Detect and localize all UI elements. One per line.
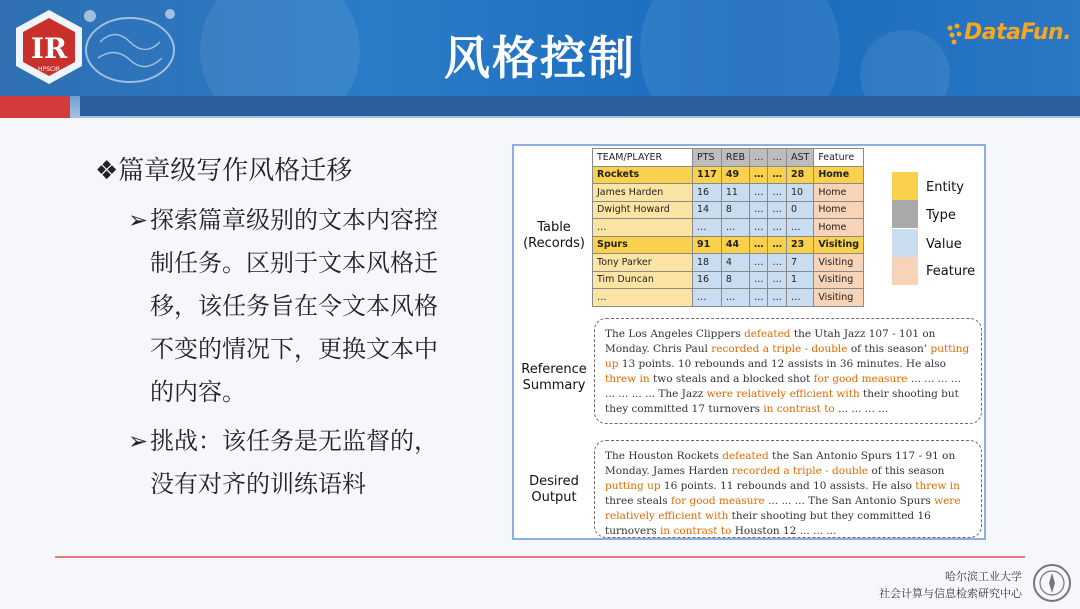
table-cell: 11 [721, 184, 749, 202]
table-header-row [593, 149, 864, 167]
label-reference-line: Reference [521, 362, 587, 377]
table-cell: 49 [721, 166, 749, 184]
point-2-line: 挑战：该任务是无监督的， [150, 427, 438, 455]
table-cell: … [749, 236, 768, 254]
datafun-mark-icon [946, 22, 964, 46]
main-bullet: ❖篇章级写作风格迁移 [95, 156, 353, 186]
table-cell: Home [814, 219, 864, 237]
table-cell: 0 [786, 201, 813, 219]
table-cell: … [721, 219, 749, 237]
datafun-logo [946, 20, 1070, 48]
table-cell: … [768, 236, 787, 254]
highlighted-phrase: defeated [744, 328, 791, 340]
svg-text:HPSCIR: HPSCIR [37, 66, 61, 73]
table-header-cell: TEAM/PLAYER [593, 149, 693, 167]
point-1 [128, 199, 470, 414]
table-cell: … [786, 289, 813, 307]
highlighted-phrase: in contrast to [763, 403, 835, 415]
table-header-cell: … [749, 149, 768, 167]
table-cell: 44 [721, 236, 749, 254]
point-1-line: 的内容。 [150, 378, 246, 406]
table-cell: Home [814, 201, 864, 219]
arrow-bullet-icon: ➢ [128, 427, 149, 455]
footer-line-1: 哈尔滨工业大学 [945, 570, 1022, 583]
label-table-line: Table [537, 220, 571, 235]
table-cell: Home [814, 184, 864, 202]
table-cell: … [749, 184, 768, 202]
highlighted-phrase: for good measure [670, 495, 765, 507]
table-cell: 18 [693, 254, 722, 272]
legend-swatch [892, 257, 918, 285]
svg-text:IR: IR [30, 32, 68, 65]
table-row [593, 271, 864, 289]
label-table-line: (Records) [523, 236, 585, 251]
label-table [514, 220, 594, 252]
table-cell: … [721, 289, 749, 307]
table-cell: … [768, 271, 787, 289]
table-cell: 91 [693, 236, 722, 254]
university-seal-icon [1032, 563, 1072, 603]
table-cell: 28 [786, 166, 813, 184]
legend-swatch [892, 229, 918, 257]
table-cell: … [693, 219, 722, 237]
table-cell: 8 [721, 271, 749, 289]
highlighted-phrase: in contrast to [659, 525, 732, 537]
table-row [593, 236, 864, 254]
table-cell: Spurs [593, 236, 693, 254]
table-cell: Dwight Howard [593, 201, 693, 219]
table-header-cell: REB [721, 149, 749, 167]
highlighted-phrase: were relatively efficient with [706, 388, 860, 400]
table-row [593, 219, 864, 237]
highlighted-phrase: for good measure [813, 373, 908, 385]
table-cell: Visiting [814, 271, 864, 289]
highlighted-phrase: recorded a triple - double [731, 465, 869, 477]
summary-text: ... ... ... ... [834, 403, 889, 415]
label-desired [514, 474, 594, 506]
arrow-bullet-icon: ➢ [128, 206, 149, 234]
table-cell: 4 [721, 254, 749, 272]
header-band-red [0, 96, 70, 118]
reference-summary-box [594, 318, 982, 424]
table-cell: … [749, 271, 768, 289]
table-row [593, 254, 864, 272]
legend-label: Entity [926, 180, 964, 195]
summary-text: three steals [605, 495, 671, 507]
table-cell: Home [814, 166, 864, 184]
point-2-line: 没有对齐的训练语料 [150, 470, 366, 498]
legend-swatch [892, 172, 918, 200]
highlighted-phrase: defeated [722, 450, 769, 462]
table-cell: … [593, 219, 693, 237]
summary-text: 13 points. 10 rebounds and 12 assists in 36 minutes. He also [618, 358, 946, 370]
table-cell: … [749, 289, 768, 307]
legend-label: Type [926, 208, 956, 223]
footer-line-2: 社会计算与信息检索研究中心 [879, 587, 1022, 600]
header-banner [0, 0, 1080, 102]
point-1-line: 移，该任务旨在令文本风格 [150, 292, 438, 320]
legend-label: Feature [926, 264, 976, 279]
table-row [593, 166, 864, 184]
table-cell: Tony Parker [593, 254, 693, 272]
table-header-cell: PTS [693, 149, 722, 167]
point-1-line: 探索篇章级别的文本内容控 [150, 206, 438, 234]
page-title: 风格控制 [444, 31, 636, 85]
summary-text: Houston 12 ... ... ... [731, 525, 837, 537]
summary-text: of this season [868, 465, 945, 477]
label-reference-line: Summary [522, 378, 586, 393]
table-cell: 16 [693, 184, 722, 202]
footer-institution [879, 568, 1022, 602]
records-table [592, 148, 864, 307]
datafun-wordmark: DataFun. [964, 20, 1072, 45]
highlighted-phrase: threw in [915, 480, 960, 492]
table-cell: 117 [693, 166, 722, 184]
summary-text: 16 points. 11 rebounds and 10 assists. He also [660, 480, 916, 492]
table-cell: … [749, 166, 768, 184]
highlighted-phrase: putting up [605, 480, 661, 492]
table-row [593, 289, 864, 307]
summary-text: of this season’ [847, 343, 931, 355]
table-cell: Visiting [814, 236, 864, 254]
table-cell: … [768, 219, 787, 237]
table-cell: … [768, 289, 787, 307]
summary-text: The Los Angeles Clippers [605, 328, 745, 340]
table-cell: … [749, 201, 768, 219]
table-cell: … [768, 166, 787, 184]
table-header-cell: AST [786, 149, 813, 167]
table-cell: Tim Duncan [593, 271, 693, 289]
legend-swatch [892, 200, 918, 228]
label-reference [514, 362, 594, 394]
table-cell: 16 [693, 271, 722, 289]
summary-text: their shooting but they committed 16 turnovers [605, 510, 931, 537]
table-cell: … [768, 201, 787, 219]
highlighted-phrase: were relatively efficient with [605, 495, 961, 522]
table-row [593, 201, 864, 219]
table-cell: James Harden [593, 184, 693, 202]
table-cell: … [768, 184, 787, 202]
label-desired-line: Desired [529, 474, 579, 489]
table-cell: 8 [721, 201, 749, 219]
table-row [593, 184, 864, 202]
table-cell: … [593, 289, 693, 307]
point-2 [128, 420, 470, 506]
table-cell: 23 [786, 236, 813, 254]
table-cell: 7 [786, 254, 813, 272]
desired-output-box [594, 440, 982, 538]
table-cell: Visiting [814, 254, 864, 272]
table-cell: 10 [786, 184, 813, 202]
legend-label: Value [926, 237, 962, 252]
point-1-line: 不变的情况下，更换文本中 [150, 335, 438, 363]
table-cell: Visiting [814, 289, 864, 307]
table-cell: … [786, 219, 813, 237]
table-cell: … [749, 254, 768, 272]
summary-text: ... ... ... The San Antonio Spurs [764, 495, 935, 507]
highlighted-phrase: threw in [605, 373, 650, 385]
table-cell: Rockets [593, 166, 693, 184]
label-desired-line: Output [531, 490, 577, 505]
header-band-blue [80, 96, 1080, 116]
table-cell: … [768, 254, 787, 272]
summary-text: ... ... ... ... ... ... ... ... The Jazz [605, 373, 961, 400]
highlighted-phrase: putting up [605, 343, 970, 370]
summary-text: their shooting but they committed 17 turnovers [605, 388, 959, 415]
table-header-cell: Feature [814, 149, 864, 167]
table-cell: 1 [786, 271, 813, 289]
footer-divider [55, 556, 1025, 558]
table-cell: … [693, 289, 722, 307]
table-cell: 14 [693, 201, 722, 219]
point-1-line: 制任务。区别于文本风格迁 [150, 249, 438, 277]
summary-text: two steals and a blocked shot [649, 373, 814, 385]
style-transfer-figure [512, 144, 986, 540]
summary-text: the San Antonio Spurs 117 - 91 on Monday. James Harden [605, 450, 956, 477]
summary-text: The Houston Rockets [605, 450, 723, 462]
table-header-cell: … [768, 149, 787, 167]
summary-text: the Utah Jazz 107 - 101 on Monday. Chris Paul [605, 328, 936, 355]
table-cell: … [749, 219, 768, 237]
highlighted-phrase: recorded a triple - double [711, 343, 848, 355]
